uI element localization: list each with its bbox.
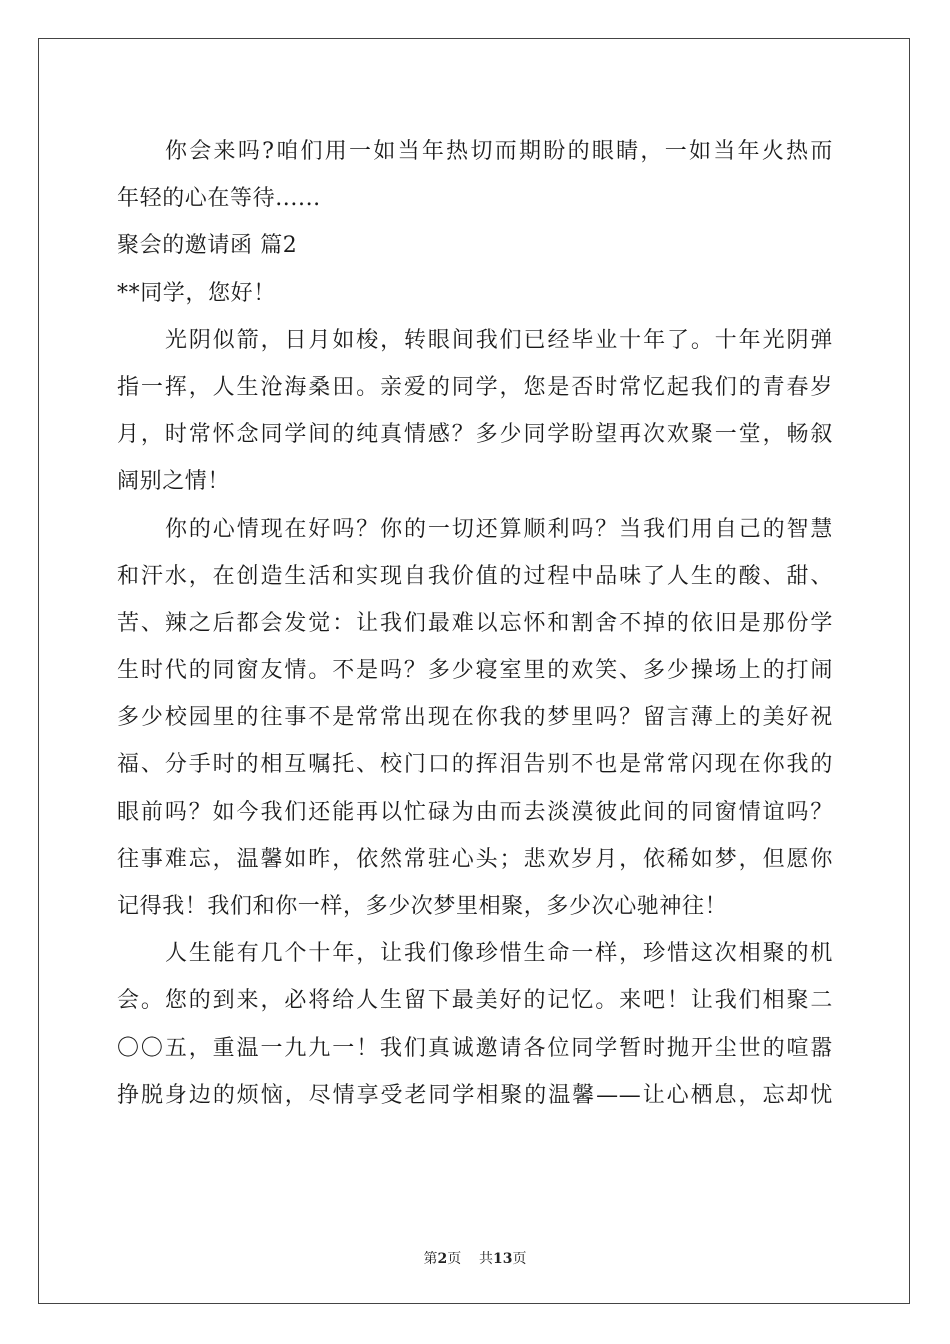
paragraph-line: 苦、辣之后都会发觉：让我们最难以忘怀和割舍不掉的依旧是那份学 [117,610,833,636]
paragraph-line: 光阴似箭，日月如梭，转眼间我们已经毕业十年了。十年光阴弹 [165,327,833,353]
paragraph-line: 往事难忘，温馨如昨，依然常驻心头；悲欢岁月，依稀如梦，但愿你 [117,846,833,872]
total-label-prefix: 共 [479,1251,494,1267]
section-heading: 聚会的邀请函 篇2 [117,233,298,259]
paragraph-line: 挣脱身边的烦恼，尽情享受老同学相聚的温馨——让心栖息，忘却忧 [117,1082,833,1108]
total-pages: 13 [493,1251,513,1267]
document-body [117,128,833,1119]
page-label-suffix: 页 [447,1251,462,1267]
paragraph-line: 指一挥，人生沧海桑田。亲爱的同学，您是否时常忆起我们的青春岁 [117,374,833,400]
paragraph-line: 生时代的同窗友情。不是吗？多少寝室里的欢笑、多少操场上的打闹 [117,658,833,684]
paragraph-line: 和汗水，在创造生活和实现自我价值的过程中品味了人生的酸、甜、 [117,563,833,589]
total-label-suffix: 页 [512,1251,527,1267]
paragraph-line: 会。您的到来，必将给人生留下最美好的记忆。来吧！让我们相聚二 [117,988,833,1014]
paragraph-line: 阔别之情！ [117,469,231,495]
paragraph-line: 眼前吗？如今我们还能再以忙碌为由而去淡漠彼此间的同窗情谊吗？ [117,799,833,825]
paragraph-line: 福、分手时的相互嘱托、校门口的挥泪告别不也是常常闪现在你我的 [117,752,833,778]
paragraph-line: 你会来吗?咱们用一如当年热切而期盼的眼睛，一如当年火热而 [165,139,833,164]
paragraph-line: 年轻的心在等待...... [117,186,321,212]
paragraph-line: 〇〇五，重温一九九一！我们真诚邀请各位同学暂时抛开尘世的喧嚣 [117,1035,833,1061]
page-footer [0,1248,950,1268]
salutation: **同学，您好！ [117,280,276,306]
paragraph-line: 多少校园里的往事不是常常出现在你我的梦里吗？留言薄上的美好祝 [117,705,833,731]
paragraph-line: 记得我！我们和你一样，多少次梦里相聚，多少次心驰神往！ [117,894,728,919]
page-label-prefix: 第 [423,1251,438,1267]
paragraph-line: 你的心情现在好吗？你的一切还算顺利吗？当我们用自己的智慧 [165,516,833,542]
page-number: 2 [437,1251,448,1267]
paragraph-line: 月，时常怀念同学间的纯真情感？多少同学盼望再次欢聚一堂，畅叙 [117,422,833,448]
paragraph-line: 人生能有几个十年，让我们像珍惜生命一样，珍惜这次相聚的机 [165,941,833,967]
